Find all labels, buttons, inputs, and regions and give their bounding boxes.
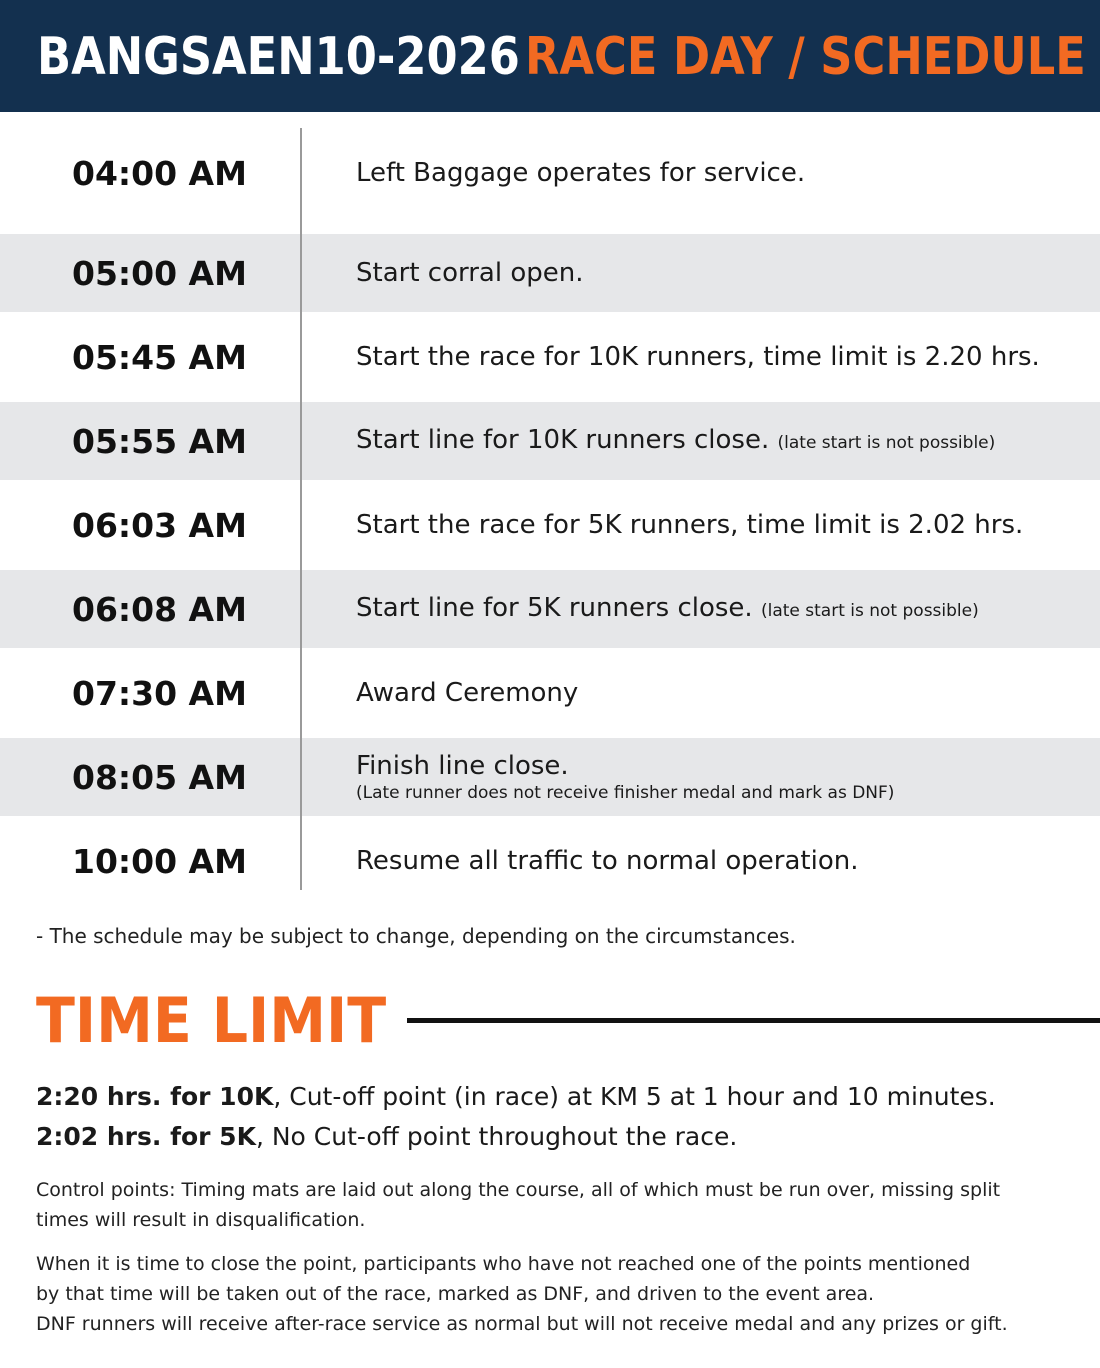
schedule-note: (late start is not possible) xyxy=(760,600,979,621)
control-points-paragraph xyxy=(36,1175,1076,1235)
time-limit-heading: TIME LIMIT xyxy=(36,984,387,1057)
schedule-text: Finish line close. xyxy=(356,751,569,781)
time-limit-10k xyxy=(36,1082,996,1111)
schedule-text-line xyxy=(356,424,1060,459)
paragraph-line: by that time will be taken out of the race, marked as DNF, and driven to the event area. xyxy=(36,1283,875,1305)
schedule-description xyxy=(356,738,1060,816)
schedule-row xyxy=(0,480,1100,570)
schedule-time: 05:55 AM xyxy=(72,421,247,461)
schedule-row xyxy=(0,648,1100,738)
schedule-text: Left Baggage operates for service. xyxy=(356,158,806,188)
schedule-text: Start line for 10K runners close. xyxy=(356,424,770,455)
time-limit-5k-label: 2:02 hrs. for 5K xyxy=(36,1122,256,1151)
schedule-subnote: (Late runner does not receive finisher medal and mark as DNF) xyxy=(356,783,895,803)
schedule-row xyxy=(0,234,1100,312)
schedule-row xyxy=(0,402,1100,480)
time-limit-5k-text: , No Cut-off point throughout the race. xyxy=(255,1122,738,1151)
schedule-description xyxy=(356,402,1060,480)
time-limit-10k-label: 2:20 hrs. for 10K xyxy=(36,1082,274,1111)
event-title: BANGSAEN10-2026 xyxy=(37,27,520,87)
schedule-text: Resume all traffic to normal operation. xyxy=(356,846,859,876)
schedule-text: Start corral open. xyxy=(356,258,584,288)
schedule-description xyxy=(356,312,1060,402)
schedule-text-line xyxy=(356,592,1060,627)
schedule-time: 05:45 AM xyxy=(72,337,247,377)
schedule-description xyxy=(356,816,1060,906)
paragraph-line: Control points: Timing mats are laid out along the course, all of which must be run over, missing split xyxy=(36,1179,1001,1201)
time-limit-5k xyxy=(36,1122,737,1151)
schedule-row xyxy=(0,312,1100,402)
schedule-description xyxy=(356,570,1060,648)
closing-points-paragraph xyxy=(36,1249,1076,1339)
schedule-row xyxy=(0,738,1100,816)
schedule-time: 06:03 AM xyxy=(72,505,247,545)
schedule-text: Award Ceremony xyxy=(356,678,579,708)
schedule-disclaimer: - The schedule may be subject to change, depending on the circumstances. xyxy=(36,924,796,948)
schedule-text: Start the race for 10K runners, time limit is 2.20 hrs. xyxy=(356,342,1040,372)
schedule-description xyxy=(356,480,1060,570)
paragraph-line: When it is time to close the point, participants who have not reached one of the points mentioned xyxy=(36,1253,971,1275)
heading-rule xyxy=(407,1018,1100,1023)
time-limit-10k-text: , Cut-off point (in race) at KM 5 at 1 hour and 10 minutes. xyxy=(273,1082,996,1111)
header-banner xyxy=(0,0,1100,112)
schedule-text: Start the race for 5K runners, time limit is 2.02 hrs. xyxy=(356,510,1024,540)
schedule-text: Start line for 5K runners close. xyxy=(356,592,753,623)
schedule-row xyxy=(0,816,1100,906)
schedule-row xyxy=(0,570,1100,648)
schedule-time: 05:00 AM xyxy=(72,253,247,293)
schedule-note: (late start is not possible) xyxy=(777,432,996,453)
schedule-description xyxy=(356,112,1060,234)
schedule-time: 10:00 AM xyxy=(72,841,247,881)
paragraph-line: times will result in disqualification. xyxy=(36,1209,366,1231)
schedule-row xyxy=(0,112,1100,234)
section-title: RACE DAY / SCHEDULE xyxy=(525,27,1086,87)
schedule-time: 08:05 AM xyxy=(72,757,247,797)
schedule-description xyxy=(356,648,1060,738)
schedule-table xyxy=(0,112,1100,902)
schedule-time: 07:30 AM xyxy=(72,673,247,713)
column-divider xyxy=(300,128,302,890)
schedule-time: 04:00 AM xyxy=(72,153,247,193)
schedule-time: 06:08 AM xyxy=(72,589,247,629)
paragraph-line: DNF runners will receive after-race service as normal but will not receive medal and any prizes or gift. xyxy=(36,1313,1008,1335)
schedule-description xyxy=(356,234,1060,312)
